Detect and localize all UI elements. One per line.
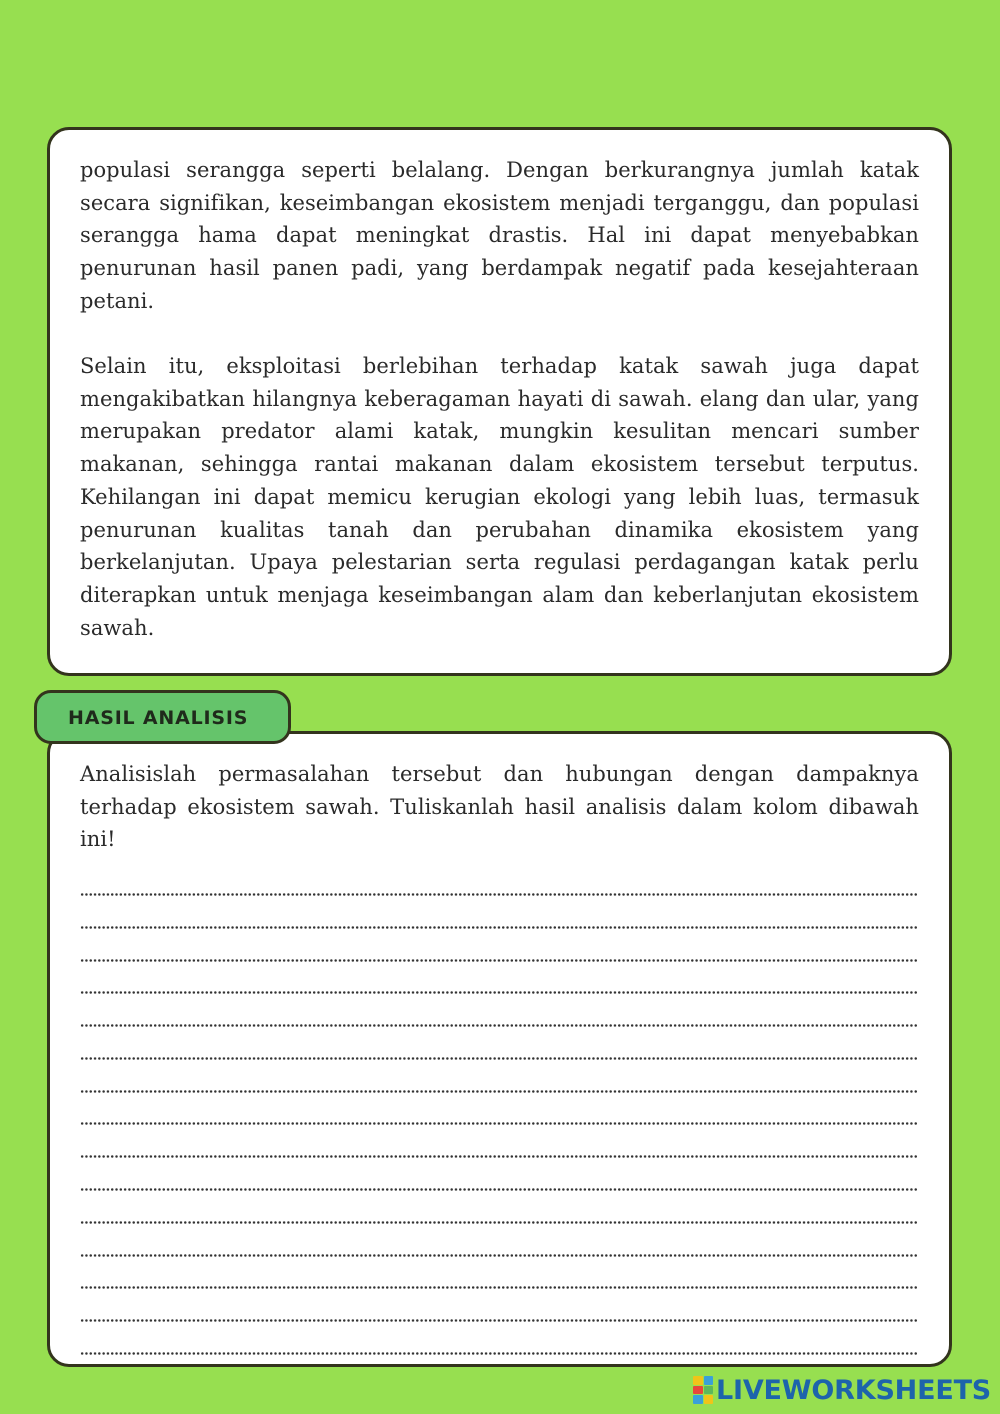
logo-blocks-icon xyxy=(693,1376,713,1404)
answer-line[interactable] xyxy=(80,1071,918,1104)
reading-paragraph-1: populasi serangga seperti belalang. Dengan berkurangnya jumlah katak secara signifikan, keseimbangan ekosistem menjadi terganggu, dan populasi serangga hama dapat meningkat drastis. Hal ini dapat menyebabkan penurunan hasil panen padi, yang berdampak negatif pada kesejahteraan petani. xyxy=(80,158,919,313)
analysis-label-tab xyxy=(34,690,291,744)
analysis-label: HASIL ANALISIS xyxy=(68,707,249,729)
answer-line[interactable] xyxy=(80,1333,918,1366)
logo-wordmark: LIVEWORKSHEETS xyxy=(716,1374,992,1406)
answer-line[interactable] xyxy=(80,1235,918,1268)
answer-line[interactable] xyxy=(80,1104,918,1137)
answer-line[interactable] xyxy=(80,1038,918,1071)
analysis-instruction: Analisislah permasalahan tersebut dan hubungan dengan dampaknya terhadap ekosistem sawah. Tuliskanlah hasil analisis dalam kolom dibawah ini! xyxy=(80,762,919,852)
answer-area[interactable] xyxy=(80,874,919,1366)
answer-line[interactable] xyxy=(80,1136,918,1169)
answer-line[interactable] xyxy=(80,973,918,1006)
answer-line[interactable] xyxy=(80,1202,918,1235)
answer-line[interactable] xyxy=(80,1005,918,1038)
reading-paragraph-2: Selain itu, eksploitasi berlebihan terhadap katak sawah juga dapat mengakibatkan hilangnya keberagaman hayati di sawah. elang dan ular, yang merupakan predator alami katak, mungkin kesulitan mencari sumber makanan, sehingga rantai makanan dalam ekosistem tersebut terputus. Kehilangan ini dapat memicu kerugian ekologi yang lebih luas, termasuk penurunan kualitas tanah dan perubahan dinamika ekosistem yang berkelanjutan. Upaya pelestarian serta regulasi perdagangan katak perlu diterapkan untuk menjaga keseimbangan alam dan keberlanjutan ekosistem sawah. xyxy=(80,354,919,640)
liveworksheets-logo[interactable] xyxy=(693,1374,991,1406)
reading-card xyxy=(47,127,952,676)
answer-line[interactable] xyxy=(80,1300,918,1333)
answer-line[interactable] xyxy=(80,1268,918,1301)
answer-line[interactable] xyxy=(80,907,918,940)
answer-line[interactable] xyxy=(80,940,918,973)
analysis-card xyxy=(47,731,952,1367)
answer-line[interactable] xyxy=(80,1169,918,1202)
answer-line[interactable] xyxy=(80,874,918,907)
